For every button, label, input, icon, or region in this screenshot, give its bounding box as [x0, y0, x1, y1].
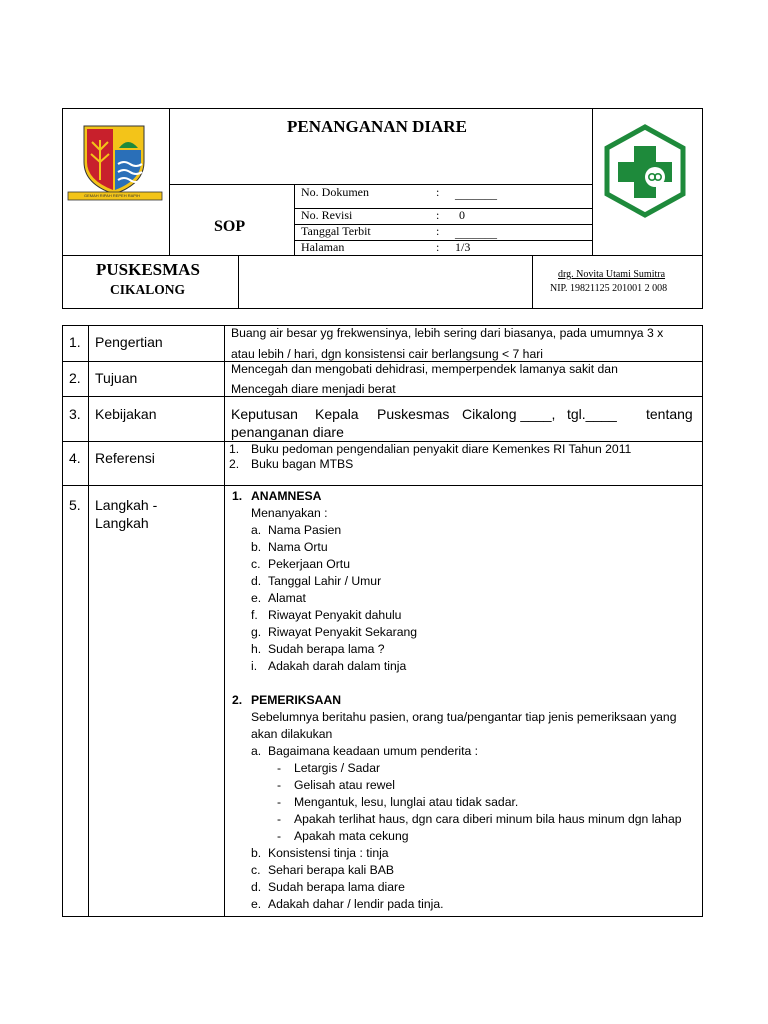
langkah-steps: 1. ANAMNESA Menanyakan : a. Nama Pasien b. Nama Ortu c. Pekerjaan Ortu d. Tanggal Lahir / Umur e. Alamat f. Riwayat Penyakit dahulu g. Riwayat Penyakit Sekarang h. Sudah berapa lama ? i. Adakah darah dalam tinja 2. PEMERIKSAAN Sebelumnya beritahu pasien, orang tua/pengantar tiap jenis pemeriksaan yang akan dilakukan a. Bagaimana keadaan umum penderita : - Letargis / Sadar - Gelisah atau rewel - Mengantuk, lesu, lunglai atau tidak sadar. - Apakah terlihat haus, dgn cara diberi minum bila haus minum dgn lahap - Apakah mata cekung b. Konsistensi tinja : tinja c. Sehari berapa kali BAB d. Sudah berapa lama diare e. Adakah dahar / lendir pada tinja.: [232, 488, 700, 913]
dash-item: - Apakah terlihat haus, dgn cara diberi minum bila haus minum dgn lahap: [277, 812, 682, 826]
signer-name: drg. Novita Utami Sumitra: [558, 269, 666, 280]
dash-item: - Apakah mata cekung: [277, 829, 409, 843]
regency-crest-logo: [66, 120, 164, 210]
list-item: g. Riwayat Penyakit Sekarang: [251, 625, 418, 639]
dash-item: - Letargis / Sadar: [277, 761, 381, 775]
list-item: h. Sudah berapa lama ?: [251, 642, 385, 656]
list-item: d. Sudah berapa lama diare: [251, 880, 405, 894]
sop-label: SOP: [214, 218, 246, 235]
signer-nip: NIP. 19821125 201001 2 008: [550, 283, 668, 294]
list-item: c. Sehari berapa kali BAB: [251, 863, 395, 877]
list-item: i. Adakah darah dalam tinja: [251, 659, 407, 673]
list-item: a. Nama Pasien: [251, 523, 342, 537]
crest-motto: GEMAH RIPAH REPEH RAPIH: [84, 193, 140, 198]
puskesmas-name: PUSKESMAS: [96, 260, 200, 279]
dash-item: - Gelisah atau rewel: [277, 778, 395, 792]
list-item: c. Pekerjaan Ortu: [251, 557, 350, 571]
list-item: e. Adakah dahar / lendir pada tinja.: [251, 897, 444, 911]
document-title: PENANGANAN DIARE: [287, 117, 467, 136]
pemeriksaan-heading: 2. PEMERIKSAAN: [232, 693, 342, 707]
list-item: a. Bagaimana keadaan umum penderita :: [251, 744, 479, 758]
health-cross-icon: [604, 124, 686, 218]
list-item: f. Riwayat Penyakit dahulu: [251, 608, 402, 622]
puskesmas-logo: [604, 124, 686, 218]
list-item: d. Tanggal Lahir / Umur: [251, 574, 382, 588]
list-item: b. Nama Ortu: [251, 540, 328, 554]
list-item: e. Alamat: [251, 591, 306, 605]
anamnesa-heading: 1. ANAMNESA: [232, 489, 322, 503]
list-item: b. Konsistensi tinja : tinja: [251, 846, 389, 860]
puskesmas-location: CIKALONG: [110, 282, 186, 297]
dash-item: - Mengantuk, lesu, lunglai atau tidak sadar.: [277, 795, 519, 809]
